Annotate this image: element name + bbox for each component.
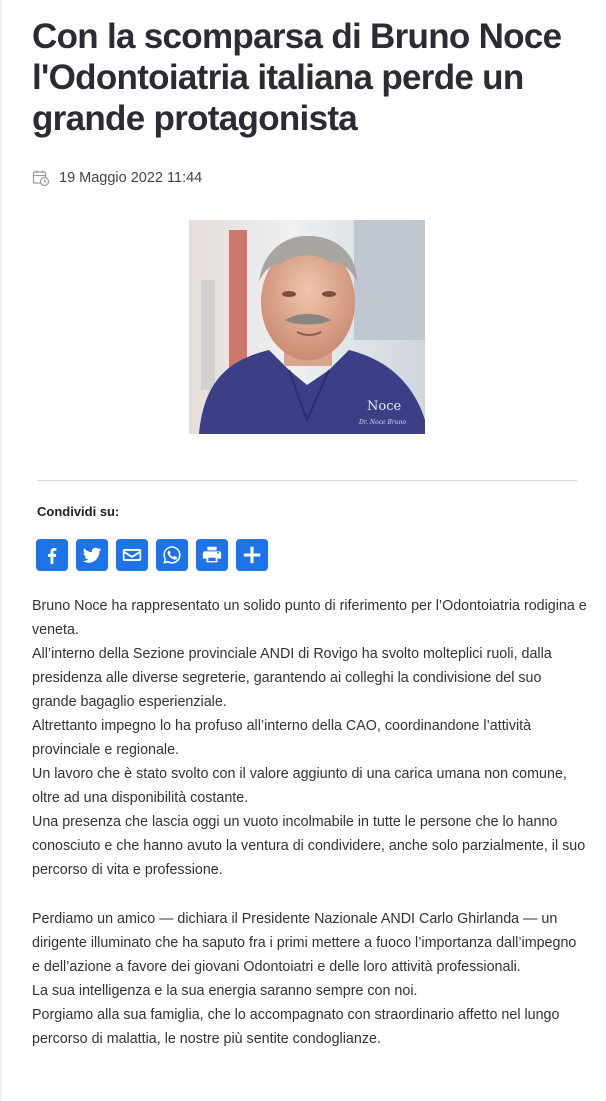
email-icon <box>121 544 143 566</box>
article-meta <box>32 168 202 188</box>
left-border <box>0 0 2 1101</box>
divider <box>37 480 577 481</box>
portrait-image <box>189 220 425 434</box>
article-title: Con la scomparsa di Bruno Noce l'Odontoiatria italiana perde un grande protagonista <box>32 17 562 138</box>
paragraph: Bruno Noce ha rappresentato un solido punto di riferimento per l’Odontoiatria rodigina e veneta. <box>32 598 587 638</box>
paragraph: La sua intelligenza e la sua energia saranno sempre con noi. <box>32 983 418 999</box>
share-twitter-button[interactable] <box>76 539 108 571</box>
add-share-icon <box>241 544 263 566</box>
shirt-logo-text: Noce <box>367 399 402 414</box>
paragraph: Una presenza che lascia oggi un vuoto incolmabile in tutte le persone che lo hanno conosciuto e che hanno avuto la ventura di condividere, anche solo parzialmente, il suo percorso di vita e professione. <box>32 814 586 878</box>
share-email-button[interactable] <box>116 539 148 571</box>
paragraph: All’interno della Sezione provinciale ANDI di Rovigo ha svolto molteplici ruoli, dalla presidenza alle diverse segreterie, garantendo ai colleghi la condivisione del suo grande bagaglio esperienziale. <box>32 646 552 710</box>
share-facebook-button[interactable] <box>36 539 68 571</box>
share-label: Condividi su: <box>37 504 120 519</box>
paragraph: Porgiamo alla sua famiglia, che lo accompagnato con straordinario affetto nel lungo percorso di malattia, le nostre più sentite condoglianze. <box>32 1007 560 1047</box>
facebook-icon <box>41 544 63 566</box>
paragraph: Altrettanto impegno lo ha profuso all’interno della CAO, coordinandone l’attività provinciale e regionale. <box>32 718 532 758</box>
share-whatsapp-button[interactable] <box>156 539 188 571</box>
share-more-button[interactable] <box>236 539 268 571</box>
share-print-button[interactable] <box>196 539 228 571</box>
publish-date: 19 Maggio 2022 11:44 <box>59 170 203 186</box>
share-buttons <box>36 539 276 571</box>
whatsapp-icon <box>161 544 183 566</box>
paragraph: Perdiamo un amico — dichiara il Presidente Nazionale ANDI Carlo Ghirlanda — un dirigente illuminato che ha saputo fra i primi mettere a fuoco l’importanza dall’impegno e dell’azione a favore dei giovani Odontoiatri e delle loro attività professionali. <box>32 911 577 975</box>
article-photo <box>189 220 425 434</box>
article-body <box>32 594 587 1051</box>
calendar-clock-icon <box>32 169 50 187</box>
shirt-name-text: Dr. Noce Bruno <box>359 419 407 426</box>
twitter-icon <box>81 544 103 566</box>
print-icon <box>201 544 223 566</box>
paragraph: Un lavoro che è stato svolto con il valore aggiunto di una carica umana non comune, oltre ad una disponibilità costante. <box>32 766 567 806</box>
